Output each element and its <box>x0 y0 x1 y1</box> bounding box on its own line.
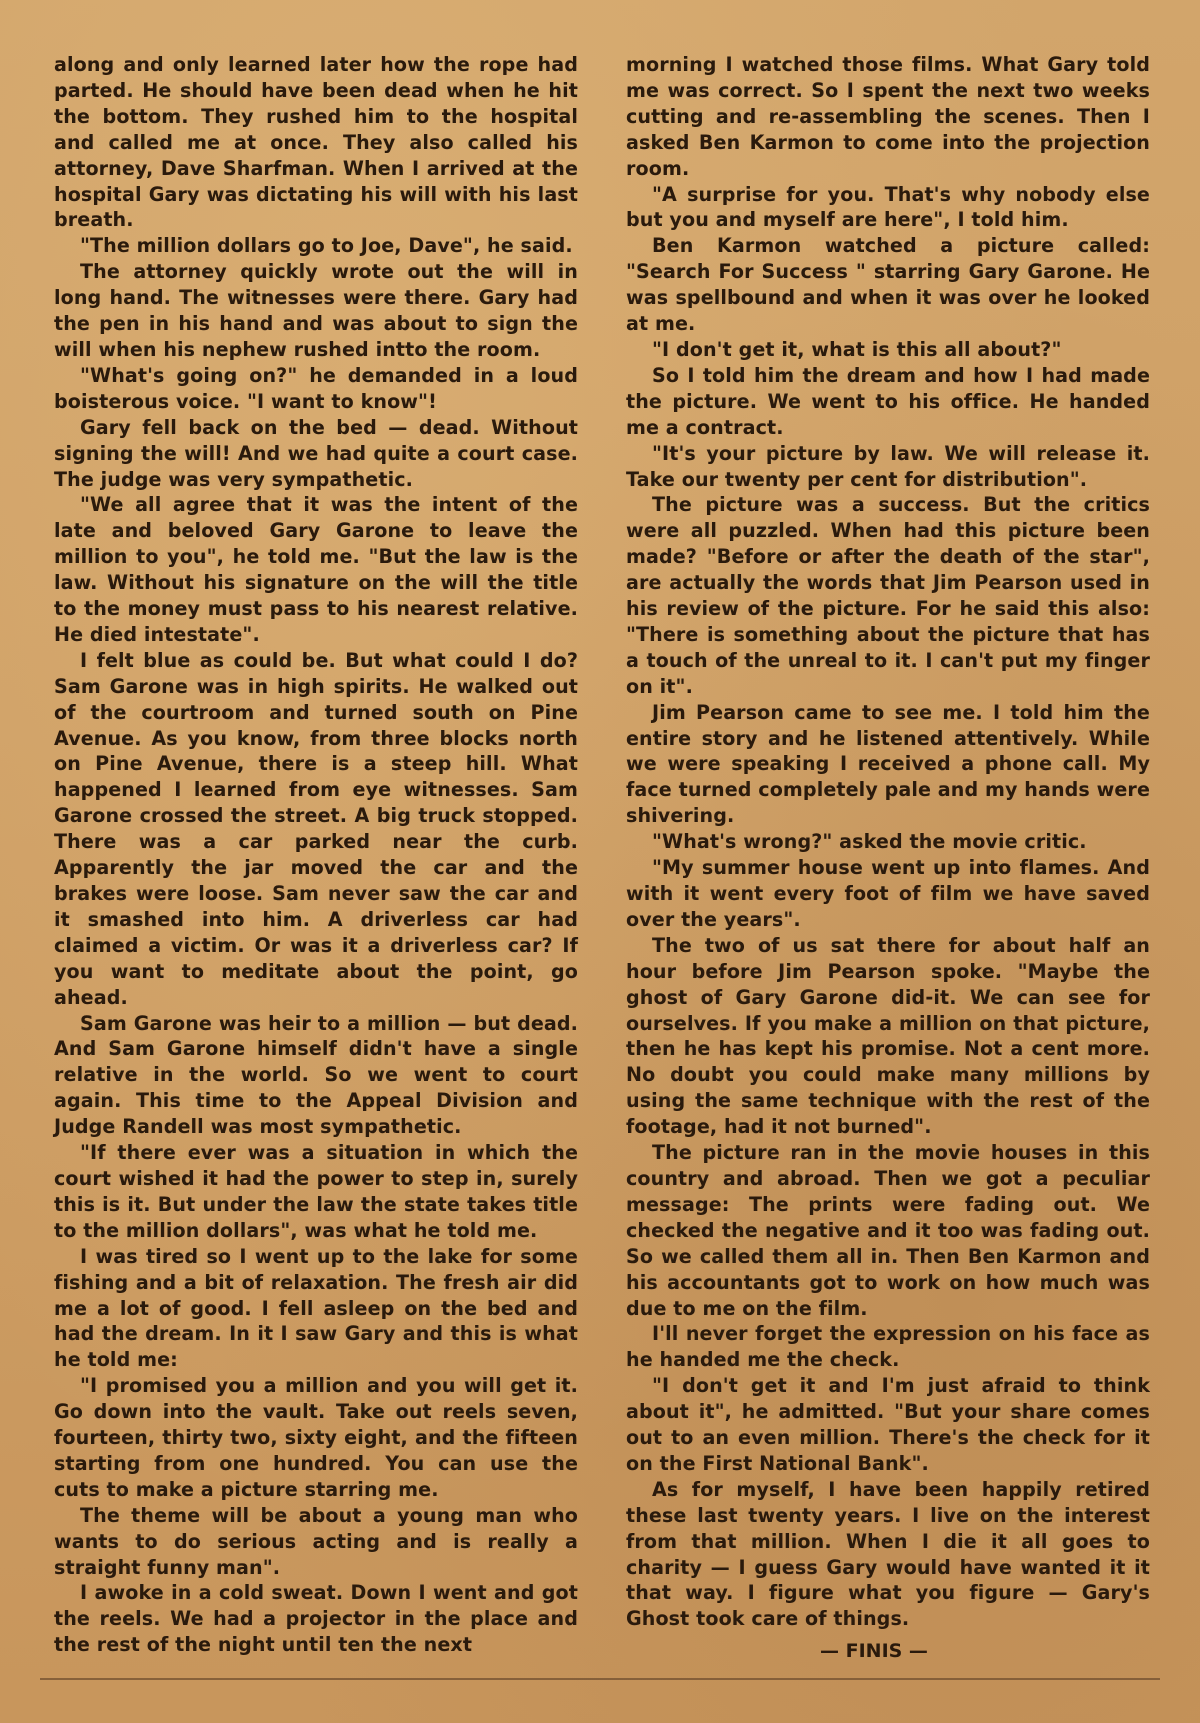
text-column-right <box>626 52 1150 1632</box>
paragraph: "A surprise for you. That's why nobody else but you and myself are here", I told him. <box>626 182 1150 232</box>
paragraph: "I promised you a million and you will get it. Go down into the vault. Take out reels seven, fourteen, thirty two, sixty eight, and the fifteen starting from one hundred. You can use the cuts to make a picture starring me. <box>54 1374 578 1501</box>
paragraph: As for myself, I have been happily retired these last twenty years. I live on the interest from that million. When I die it all goes to charity — I guess Gary would have wanted it it that way. I figure what you figure — Gary's Ghost took care of things. <box>626 1477 1150 1631</box>
paragraph: "It's your picture by law. We will release it. Take our twenty per cent for distribution". <box>626 441 1150 491</box>
paragraph: "We all agree that it was the intent of the late and beloved Gary Garone to leave the million to you", he told me. "But the law is the law. Without his signature on the will the title to the money must pass to his nearest relative. He died intestate". <box>54 493 578 646</box>
paragraph: The picture ran in the movie houses in this country and abroad. Then we got a peculiar message: The prints were fading out. We checked the negative and it too was fading out. So we called them all in. Then Ben Karmon and his accountants got to work on how much was due to me on the film. <box>626 1141 1150 1320</box>
paragraph: I awoke in a cold sweat. Down I went and got the reels. We had a projector in the place and the rest of the night until ten the next <box>54 1581 578 1657</box>
paragraph: along and only learned later how the rope had parted. He should have been dead when he hit the bottom. They rushed him to the hospital and called me at once. They also called his attorney, Dave Sharfman. When I arrived at the hospital Gary was dictating his will with his last breath. <box>54 53 578 232</box>
paragraph: "I don't get it and I'm just afraid to think about it", he admitted. "But your share comes out to an even million. There's the check for it on the First National Bank". <box>626 1374 1150 1475</box>
bottom-rule <box>40 1678 1160 1680</box>
paragraph: I felt blue as could be. But what could I do? Sam Garone was in high spirits. He walked out of the courtroom and turned south on Pine Avenue. As you know, from three blocks north on Pine Avenue, there is a steep hill. What happened I learned from eye witnesses. Sam Garone crossed the street. A big truck stopped. There was a car parked near the curb. Apparently the jar moved the car and the brakes were loose. Sam never saw the car and it smashed into him. A driverless car had claimed a victim. Or was it a driverless car? If you want to meditate about the point, go ahead. <box>54 648 578 1009</box>
paragraph: "The million dollars go to Joe, Dave", he said. <box>80 234 573 258</box>
paragraph: "If there ever was a situation in which the court wished it had the power to step in, surely this is it. But under the law the state takes title to the million dollars", was what he told me. <box>54 1141 578 1242</box>
paragraph: "My summer house went up into flames. And with it went every foot of film we have saved over the years". <box>626 856 1150 931</box>
paragraph: The attorney quickly wrote out the will in long hand. The witnesses were there. Gary had the pen in his hand and was about to sign the will when his nephew rushed intto the room. <box>54 260 578 361</box>
paragraph: Ben Karmon watched a picture called: "Search For Success " starring Gary Garone. He was spellbound and when it was over he looked at me. <box>626 234 1150 336</box>
paragraph: The two of us sat there for about half an hour before Jim Pearson spoke. "Maybe the ghost of Gary Garone did-it. We can see for ourselves. If you make a million on that picture, then he has kept his promise. Not a cent more. No doubt you could make many millions by using the same technique with the rest of the footage, had it not burned". <box>626 933 1150 1139</box>
paragraph: "I don't get it, what is this all about?" <box>652 337 1062 361</box>
paragraph: "What's going on?" he demanded in a loud boisterous voice. "I want to know"! <box>54 363 578 413</box>
paragraph: The theme will be about a young man who wants to do serious acting and is really a straight funny man". <box>54 1503 578 1579</box>
paragraph: Jim Pearson came to see me. I told him the entire story and he listened attentively. While we were speaking I received a phone call. My face turned completely pale and my hands were shivering. <box>626 700 1150 828</box>
paragraph: So I told him the dream and how I had made the picture. We went to his office. He handed me a contract. <box>626 363 1150 439</box>
paragraph: I'll never forget the expression on his face as he handed me the check. <box>626 1322 1150 1372</box>
paragraph: Sam Garone was heir to a million — but dead. And Sam Garone himself didn't have a single relative in the world. So we went to court again. This time to the Appeal Division and Judge Randell was most sympathetic. <box>54 1011 578 1139</box>
paragraph: morning I watched those films. What Gary told me was correct. So I spent the next two weeks cutting and re-assembling the scenes. Then I asked Ben Karmon to come into the projection room. <box>626 53 1150 180</box>
finis-label: — FINIS — <box>820 1640 928 1662</box>
paragraph: "What's wrong?" asked the movie critic. <box>652 830 1087 854</box>
text-column-left <box>54 52 578 1658</box>
paragraph: The picture was a success. But the critics were all puzzled. When had this picture been made? "Before or after the death of the star", are actually the words that Jim Pearson used in his review of the picture. For he said this also: "There is something about the picture that has a touch of the unreal to it. I can't put my finger on it". <box>626 493 1150 698</box>
paragraph: I was tired so I went up to the lake for some fishing and a bit of relaxation. The fresh air did me a lot of good. I fell asleep on the bed and had the dream. In it I saw Gary and this is what he told me: <box>54 1244 578 1372</box>
paragraph: Gary fell back on the bed — dead. Without signing the will! And we had quite a court case. The judge was very sympathetic. <box>54 415 578 491</box>
